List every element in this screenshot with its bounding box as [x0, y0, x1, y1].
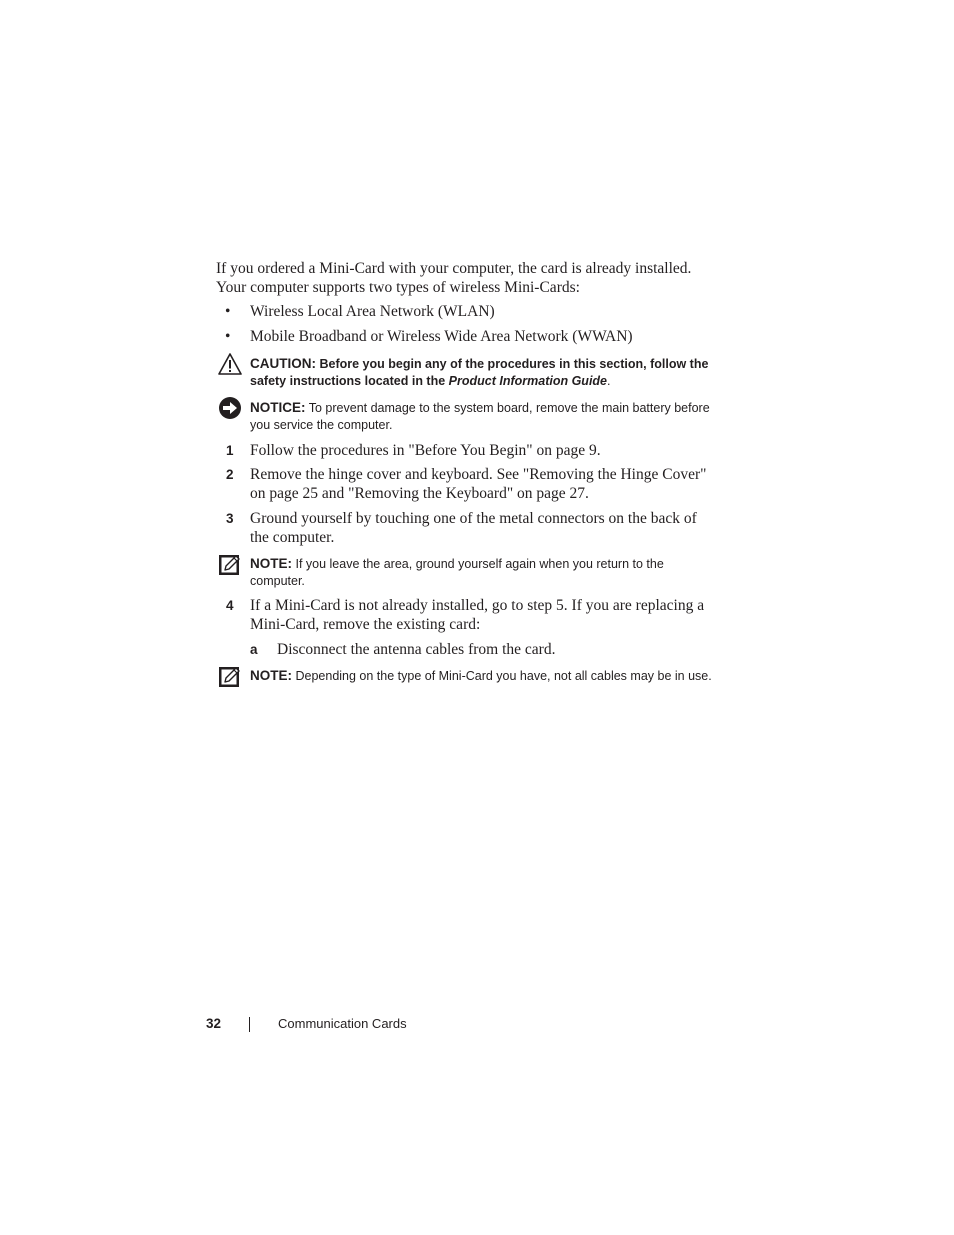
step-4-line-2: Mini-Card, remove the existing card: [250, 616, 481, 633]
caution-period: . [607, 374, 611, 388]
notice-text-line-2: you service the computer. [250, 418, 393, 432]
bullet-item-wlan: Wireless Local Area Network (WLAN) [250, 303, 495, 320]
step-2-line-2: on page 25 and "Removing the Keyboard" on page 27. [250, 485, 589, 502]
step-2-line-1: Remove the hinge cover and keyboard. See "Removing the Hinge Cover" [250, 466, 707, 483]
note-pencil-icon [218, 553, 242, 577]
note-label: NOTE: [250, 668, 292, 683]
caution-label: CAUTION: [250, 356, 316, 371]
step-number: 4 [226, 598, 234, 613]
footer-section-title: Communication Cards [278, 1016, 407, 1031]
bullet-marker: • [225, 303, 231, 320]
step-3-line-2: the computer. [250, 529, 335, 546]
notice-arrow-icon [218, 396, 242, 420]
bullet-item-wwan: Mobile Broadband or Wireless Wide Area Network (WWAN) [250, 328, 633, 345]
note-text-line-2: computer. [250, 574, 305, 588]
substep-letter: a [250, 642, 258, 657]
intro-paragraph [216, 259, 716, 297]
notice-text-line-1: To prevent damage to the system board, remove the main battery before [308, 401, 710, 415]
step-text [250, 509, 710, 547]
note-block [250, 667, 730, 685]
notice-block [250, 399, 720, 434]
step-number: 2 [226, 467, 234, 482]
note-label: NOTE: [250, 556, 292, 571]
caution-text-line-1: Before you begin any of the procedures in this section, follow the [319, 357, 709, 371]
step-text [250, 465, 710, 503]
caution-block [250, 355, 720, 390]
step-text [250, 441, 710, 460]
intro-line-1: If you ordered a Mini-Card with your computer, the card is already installed. [216, 260, 692, 277]
step-number: 1 [226, 443, 234, 458]
intro-line-2: Your computer supports two types of wireless Mini-Cards: [216, 279, 580, 296]
note-text-line-1: If you leave the area, ground yourself again when you return to the [295, 557, 664, 571]
bullet-marker: • [225, 328, 231, 345]
step-4-line-1: If a Mini-Card is not already installed, go to step 5. If you are replacing a [250, 597, 705, 614]
step-text [250, 596, 710, 634]
step-1-line-1: Follow the procedures in "Before You Begin" on page 9. [250, 442, 601, 459]
step-number: 3 [226, 511, 234, 526]
note-block [250, 555, 720, 590]
note-pencil-icon [218, 665, 242, 689]
page-number: 32 [206, 1016, 222, 1031]
caution-text-line-2: safety instructions located in the [250, 374, 446, 388]
note-text: Depending on the type of Mini-Card you have, not all cables may be in use. [295, 669, 712, 683]
caution-guide-title: Product Information Guide [448, 374, 608, 388]
substep-text: Disconnect the antenna cables from the card. [277, 641, 556, 658]
footer-divider [249, 1017, 250, 1032]
warning-triangle-icon [218, 352, 242, 376]
step-3-line-1: Ground yourself by touching one of the metal connectors on the back of [250, 510, 697, 527]
notice-label: NOTICE: [250, 400, 306, 415]
